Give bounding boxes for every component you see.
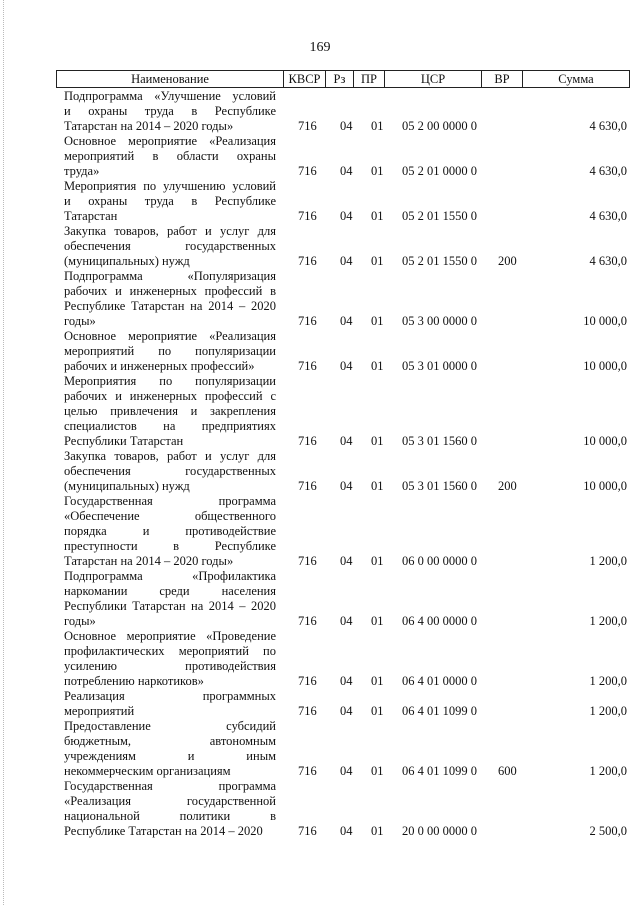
row-pr: 01	[371, 764, 384, 778]
table-row	[0, 269, 640, 329]
row-name-line: Республике Татарстан на 2014 – 2020	[64, 299, 276, 313]
row-name-line: «Обеспечение общественного	[64, 509, 276, 523]
row-name-line: Государственная программа	[64, 494, 276, 508]
row-name-line: обеспечения государственных	[64, 464, 276, 478]
row-pr: 01	[371, 479, 384, 493]
row-name-line: Мероприятия по улучшению условий	[64, 179, 276, 193]
table-row	[0, 449, 640, 494]
row-pr: 01	[371, 209, 384, 223]
row-name-line: Республике Татарстан на 2014 – 2020	[64, 824, 263, 838]
row-name-line: труда»	[64, 164, 100, 178]
row-sum: 10 000,0	[583, 479, 627, 493]
row-sum: 1 200,0	[589, 764, 627, 778]
row-name	[64, 224, 276, 269]
row-name-line: Подпрограмма «Популяризация	[64, 269, 276, 283]
row-name	[64, 569, 276, 629]
header-sum: Сумма	[558, 71, 594, 86]
row-name-line: годы»	[64, 614, 96, 628]
row-name-line: Основное мероприятие «Реализация	[64, 329, 276, 343]
row-sum: 1 200,0	[589, 614, 627, 628]
row-csr: 05 2 01 1550 0	[402, 209, 477, 223]
row-csr: 05 3 01 1560 0	[402, 479, 477, 493]
row-pr: 01	[371, 554, 384, 568]
row-name-line: потреблению наркотиков»	[64, 674, 204, 688]
row-sum: 10 000,0	[583, 359, 627, 373]
row-kvsr: 716	[298, 554, 317, 568]
row-pr: 01	[371, 434, 384, 448]
row-kvsr: 716	[298, 209, 317, 223]
row-name-line: Мероприятия по популяризации	[64, 374, 276, 388]
row-kvsr: 716	[298, 164, 317, 178]
row-vr: 200	[498, 479, 517, 493]
row-rz: 04	[340, 119, 353, 133]
row-name	[64, 89, 276, 134]
header-csr: ЦСР	[385, 71, 482, 87]
row-name-line: усилению противодействия	[64, 659, 276, 673]
row-sum: 4 630,0	[589, 209, 627, 223]
table-body	[0, 89, 640, 839]
row-rz: 04	[340, 554, 353, 568]
row-kvsr: 716	[298, 614, 317, 628]
row-csr: 20 0 00 0000 0	[402, 824, 477, 838]
row-name-line: (муниципальных) нужд	[64, 254, 190, 268]
row-sum: 2 500,0	[589, 824, 627, 838]
row-name	[64, 494, 276, 569]
row-name-line: специалистов на предприятиях	[64, 419, 276, 433]
page-number: 169	[309, 40, 331, 55]
header-rz: Рз	[326, 71, 354, 87]
row-name-line: Основное мероприятие «Реализация	[64, 134, 276, 148]
row-name-line: Предоставление субсидий	[64, 719, 276, 733]
row-csr: 05 2 00 0000 0	[402, 119, 477, 133]
row-sum: 4 630,0	[589, 254, 627, 268]
row-rz: 04	[340, 824, 353, 838]
row-name-line: бюджетным, автономным	[64, 734, 276, 748]
row-name-line: профилактических мероприятий по	[64, 644, 276, 658]
row-csr: 05 3 01 0000 0	[402, 359, 477, 373]
row-name	[64, 374, 276, 449]
table-row	[0, 569, 640, 629]
row-rz: 04	[340, 209, 353, 223]
row-pr: 01	[371, 824, 384, 838]
table-row	[0, 494, 640, 569]
row-name	[64, 179, 276, 224]
row-kvsr: 716	[298, 119, 317, 133]
row-rz: 04	[340, 254, 353, 268]
row-sum: 10 000,0	[583, 314, 627, 328]
row-kvsr: 716	[298, 674, 317, 688]
table-row	[0, 89, 640, 134]
table-row	[0, 629, 640, 689]
row-name-line: учреждениям и иным	[64, 749, 276, 763]
row-name-line: Татарстан	[64, 209, 118, 223]
row-vr: 200	[498, 254, 517, 268]
row-name-line: (муниципальных) нужд	[64, 479, 190, 493]
row-name-line: и охраны труда в Республике	[64, 104, 276, 118]
table-row	[0, 719, 640, 779]
row-name-line: порядка и противодействие	[64, 524, 276, 538]
table-row	[0, 179, 640, 224]
row-name	[64, 629, 276, 689]
header-pr: ПР	[354, 71, 385, 87]
row-name-line: преступности в Республике	[64, 539, 276, 553]
row-name-line: Республики Татарстан	[64, 434, 184, 448]
row-rz: 04	[340, 434, 353, 448]
row-csr: 06 4 01 0000 0	[402, 674, 477, 688]
row-name-line: национальной политики в	[64, 809, 276, 823]
row-rz: 04	[340, 614, 353, 628]
row-csr: 05 2 01 0000 0	[402, 164, 477, 178]
table-row	[0, 374, 640, 449]
row-sum: 1 200,0	[589, 554, 627, 568]
row-kvsr: 716	[298, 824, 317, 838]
row-name-line: Татарстан на 2014 – 2020 годы»	[64, 119, 234, 133]
row-name-line: наркомании среди населения	[64, 584, 276, 598]
row-rz: 04	[340, 764, 353, 778]
row-name	[64, 779, 276, 839]
table-header	[56, 70, 630, 88]
table-row	[0, 779, 640, 839]
row-pr: 01	[371, 164, 384, 178]
row-name-line: Подпрограмма «Улучшение условий	[64, 89, 276, 103]
row-name-line: некоммерческим организациям	[64, 764, 231, 778]
row-vr: 600	[498, 764, 517, 778]
row-name	[64, 134, 276, 179]
row-pr: 01	[371, 359, 384, 373]
row-rz: 04	[340, 674, 353, 688]
row-pr: 01	[371, 704, 384, 718]
header-name: Наименование	[57, 71, 284, 87]
row-name-line: Татарстан на 2014 – 2020 годы»	[64, 554, 234, 568]
row-kvsr: 716	[298, 764, 317, 778]
row-csr: 06 0 00 0000 0	[402, 554, 477, 568]
row-sum: 10 000,0	[583, 434, 627, 448]
row-name-line: годы»	[64, 314, 96, 328]
row-name-line: Государственная программа	[64, 779, 276, 793]
row-name-line: Республики Татарстан на 2014 – 2020	[64, 599, 276, 613]
row-name	[64, 329, 276, 374]
row-name-line: рабочих и инженерных профессий с	[64, 389, 276, 403]
row-name	[64, 719, 276, 779]
row-rz: 04	[340, 359, 353, 373]
row-csr: 05 3 00 0000 0	[402, 314, 477, 328]
row-kvsr: 716	[298, 359, 317, 373]
row-name-line: Подпрограмма «Профилактика	[64, 569, 276, 583]
row-name-line: Реализация программных	[64, 689, 276, 703]
row-csr: 06 4 00 0000 0	[402, 614, 477, 628]
header-vr: ВР	[482, 71, 523, 87]
row-rz: 04	[340, 314, 353, 328]
row-name	[64, 449, 276, 494]
row-kvsr: 716	[298, 704, 317, 718]
row-csr: 05 3 01 1560 0	[402, 434, 477, 448]
row-pr: 01	[371, 674, 384, 688]
row-name	[64, 689, 276, 719]
row-name-line: мероприятий	[64, 704, 135, 718]
row-sum: 1 200,0	[589, 704, 627, 718]
row-name-line: обеспечения государственных	[64, 239, 276, 253]
table-row	[0, 329, 640, 374]
row-name-line: рабочих и инженерных профессий»	[64, 359, 255, 373]
row-csr: 06 4 01 1099 0	[402, 704, 477, 718]
table-row	[0, 224, 640, 269]
header-kvsr: КВСР	[284, 71, 326, 87]
row-pr: 01	[371, 314, 384, 328]
row-pr: 01	[371, 119, 384, 133]
row-sum: 1 200,0	[589, 674, 627, 688]
row-kvsr: 716	[298, 314, 317, 328]
row-name-line: мероприятий по популяризации	[64, 344, 276, 358]
row-name-line: рабочих и инженерных профессий в	[64, 284, 276, 298]
row-sum: 4 630,0	[589, 119, 627, 133]
row-name-line: и охраны труда в Республике	[64, 194, 276, 208]
row-name-line: мероприятий в области охраны	[64, 149, 276, 163]
row-name-line: целью привлечения и закрепления	[64, 404, 276, 418]
row-pr: 01	[371, 254, 384, 268]
row-rz: 04	[340, 164, 353, 178]
row-csr: 06 4 01 1099 0	[402, 764, 477, 778]
row-pr: 01	[371, 614, 384, 628]
row-rz: 04	[340, 479, 353, 493]
row-csr: 05 2 01 1550 0	[402, 254, 477, 268]
row-name-line: Закупка товаров, работ и услуг для	[64, 449, 276, 463]
table-row	[0, 689, 640, 719]
row-name-line: «Реализация государственной	[64, 794, 276, 808]
row-kvsr: 716	[298, 254, 317, 268]
row-kvsr: 716	[298, 434, 317, 448]
table-row	[0, 134, 640, 179]
row-name-line: Основное мероприятие «Проведение	[64, 629, 276, 643]
row-rz: 04	[340, 704, 353, 718]
row-sum: 4 630,0	[589, 164, 627, 178]
row-kvsr: 716	[298, 479, 317, 493]
row-name	[64, 269, 276, 329]
row-name-line: Закупка товаров, работ и услуг для	[64, 224, 276, 238]
